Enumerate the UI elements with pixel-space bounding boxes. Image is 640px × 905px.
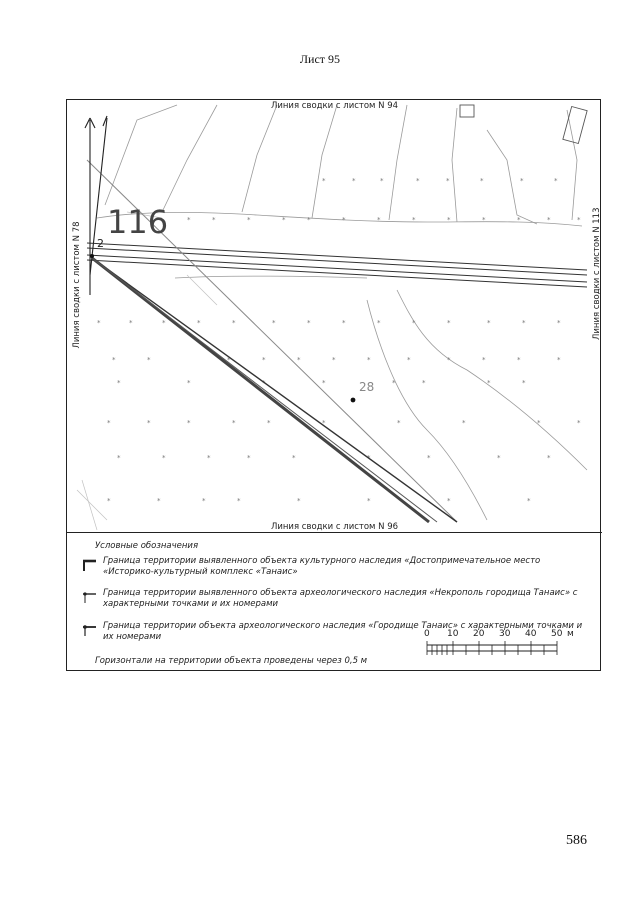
thick-boundary-line-icon (81, 558, 97, 572)
svg-text:*: * (412, 216, 416, 224)
svg-text:*: * (187, 379, 191, 387)
point-label-2: 2 (97, 237, 104, 250)
svg-text:*: * (322, 379, 326, 387)
svg-text:*: * (342, 319, 346, 327)
sheet-title: Лист 95 (299, 52, 341, 66)
svg-text:*: * (232, 319, 236, 327)
heritage-boundary-lines (92, 258, 457, 522)
svg-text:*: * (297, 356, 301, 364)
svg-text:*: * (557, 319, 561, 327)
scale-tick-0: 0 (424, 629, 430, 639)
svg-text:*: * (487, 379, 491, 387)
contours-note: Горизонтали на территории объекта проведены через 0,5 м (95, 656, 368, 666)
parcel-number: 116 (107, 203, 169, 241)
svg-text:*: * (342, 216, 346, 224)
svg-text:*: * (307, 216, 311, 224)
svg-text:*: * (527, 497, 531, 505)
svg-text:*: * (392, 379, 396, 387)
vegetation-symbols (97, 177, 581, 505)
svg-text:*: * (247, 454, 251, 462)
svg-text:*: * (447, 497, 451, 505)
thin-point-line-icon (81, 623, 97, 637)
svg-text:*: * (447, 319, 451, 327)
svg-text:*: * (480, 177, 484, 185)
page-number: 586 (566, 833, 587, 848)
svg-text:*: * (187, 216, 191, 224)
scale-tick-40: 40 (525, 629, 537, 639)
edge-label-left: Линия сводки с листом N 78 (72, 221, 82, 349)
scale-bar (423, 629, 583, 663)
svg-text:*: * (117, 454, 121, 462)
road (87, 243, 587, 287)
point-28-marker (351, 398, 356, 403)
svg-text:*: * (162, 454, 166, 462)
svg-text:*: * (147, 356, 151, 364)
legend-title: Условные обозначения (95, 541, 199, 551)
svg-text:*: * (282, 216, 286, 224)
edge-label-right: Линия сводки с листом N 113 (592, 207, 602, 340)
point-2-marker (90, 254, 94, 258)
svg-text:*: * (447, 216, 451, 224)
svg-text:*: * (416, 177, 420, 185)
point-label-28: 28 (359, 380, 375, 394)
svg-text:*: * (577, 419, 581, 427)
svg-text:*: * (207, 454, 211, 462)
svg-text:*: * (262, 379, 266, 387)
legend (67, 532, 602, 670)
svg-text:*: * (517, 216, 521, 224)
svg-text:*: * (237, 497, 241, 505)
svg-text:*: * (427, 454, 431, 462)
svg-text:*: * (520, 177, 524, 185)
svg-text:*: * (197, 319, 201, 327)
svg-text:*: * (202, 497, 206, 505)
svg-text:*: * (147, 419, 151, 427)
svg-text:*: * (380, 177, 384, 185)
legend-item-text: Граница территории выявленного объекта культурного наследия «Достопримечательное место «Историко-культурный комплекс «Танаис» (103, 556, 541, 577)
svg-text:*: * (292, 454, 296, 462)
svg-text:*: * (577, 216, 581, 224)
scale-unit: м (567, 629, 574, 639)
svg-text:*: * (112, 356, 116, 364)
svg-text:*: * (447, 356, 451, 364)
scale-tick-30: 30 (499, 629, 511, 639)
svg-text:*: * (422, 379, 426, 387)
svg-text:*: * (377, 319, 381, 327)
svg-text:*: * (397, 419, 401, 427)
svg-text:*: * (212, 216, 216, 224)
svg-text:*: * (157, 497, 161, 505)
svg-text:*: * (482, 356, 486, 364)
svg-text:*: * (352, 177, 356, 185)
svg-text:*: * (557, 356, 561, 364)
svg-text:*: * (162, 319, 166, 327)
svg-text:*: * (482, 216, 486, 224)
svg-text:*: * (547, 454, 551, 462)
svg-text:*: * (487, 319, 491, 327)
svg-text:*: * (247, 216, 251, 224)
svg-text:*: * (107, 419, 111, 427)
svg-text:*: * (307, 319, 311, 327)
svg-text:*: * (107, 497, 111, 505)
map-canvas (67, 100, 602, 532)
svg-text:*: * (232, 419, 236, 427)
map-frame (66, 99, 601, 671)
svg-text:*: * (117, 379, 121, 387)
svg-text:*: * (367, 356, 371, 364)
svg-text:*: * (332, 356, 336, 364)
edge-label-top: Линия сводки с листом N 94 (270, 101, 399, 111)
svg-text:*: * (272, 319, 276, 327)
edge-label-bottom: Линия сводки с листом N 96 (270, 522, 399, 532)
dotted-point-line-icon (81, 590, 97, 604)
svg-text:*: * (97, 319, 101, 327)
scale-tick-20: 20 (473, 629, 485, 639)
svg-text:*: * (227, 356, 231, 364)
svg-text:*: * (322, 177, 326, 185)
svg-text:*: * (462, 419, 466, 427)
svg-text:*: * (497, 454, 501, 462)
legend-item-text: Граница территории объекта археологического наследия «Городище Танаис» с характерными точками и их номерами (103, 621, 583, 642)
scale-tick-10: 10 (447, 629, 459, 639)
svg-text:*: * (322, 419, 326, 427)
svg-text:*: * (522, 319, 526, 327)
svg-text:*: * (367, 454, 371, 462)
svg-text:*: * (262, 356, 266, 364)
svg-text:*: * (522, 379, 526, 387)
svg-text:*: * (187, 419, 191, 427)
field-boundaries-secondary (77, 212, 217, 530)
legend-item-text: Граница территории выявленного объекта археологического наследия «Некрополь городища Танаис» с характерными точками и их номерами (103, 588, 578, 609)
svg-text:*: * (377, 216, 381, 224)
scale-tick-50: 50 (551, 629, 563, 639)
svg-text:*: * (547, 216, 551, 224)
svg-text:*: * (297, 497, 301, 505)
svg-text:*: * (446, 177, 450, 185)
svg-text:*: * (367, 497, 371, 505)
svg-text:*: * (412, 319, 416, 327)
svg-text:*: * (267, 419, 271, 427)
svg-text:*: * (517, 356, 521, 364)
svg-text:*: * (129, 319, 133, 327)
svg-text:*: * (537, 419, 541, 427)
svg-text:*: * (407, 356, 411, 364)
svg-text:*: * (554, 177, 558, 185)
field-boundaries (97, 105, 587, 520)
